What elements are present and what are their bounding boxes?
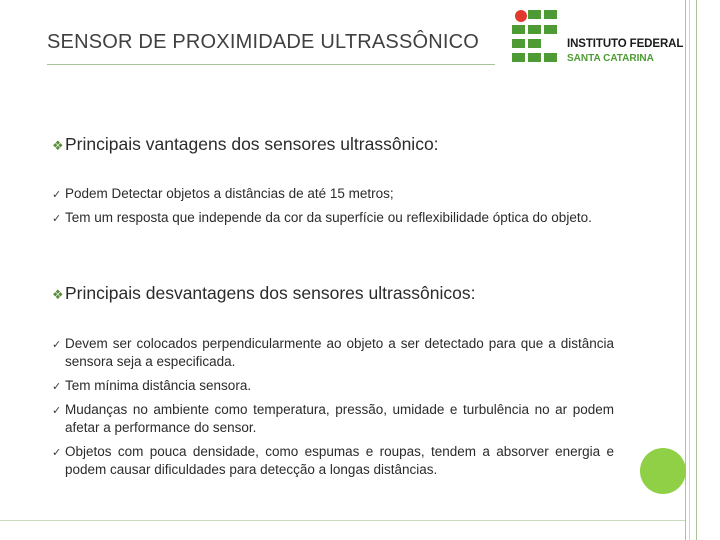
checkmark-bullet-icon: ✓ (52, 189, 62, 201)
logo-text-campus: SANTA CATARINA (567, 53, 654, 64)
diamond-bullet-icon: ❖ (52, 287, 64, 302)
list-item-text: Tem mínima distância sensora. (65, 378, 252, 393)
list-item-text: Devem ser colocados perpendicularmente ao objeto a ser detectado para que a distância sensora seja a especificada. (65, 336, 614, 369)
section-heading-text: Principais vantagens dos sensores ultrassônico: (65, 134, 439, 154)
slide-title: SENSOR DE PROXIMIDADE ULTRASSÔNICO (47, 31, 480, 53)
list-item-text: Objetos com pouca densidade, como espumas e roupas, tendem a absorver energia e podem causar dificuldades para detecção a longas distâncias. (65, 444, 614, 477)
right-decorative-line (689, 0, 690, 540)
list-item-text: Tem um resposta que independe da cor da superfície ou reflexibilidade óptica do objeto. (65, 210, 592, 225)
checkmark-bullet-icon: ✓ (52, 405, 62, 417)
green-circle-decoration (640, 448, 686, 494)
checkmark-bullet-icon: ✓ (52, 339, 62, 351)
checkmark-bullet-icon: ✓ (52, 213, 62, 225)
right-decorative-band (685, 0, 697, 540)
list-item-text: Mudanças no ambiente como temperatura, pressão, umidade e turbulência no ar podem afetar a performance do sensor. (65, 402, 614, 435)
logo-text-institute: INSTITUTO FEDERAL (567, 38, 684, 50)
checkmark-bullet-icon: ✓ (52, 447, 62, 459)
diamond-bullet-icon: ❖ (52, 138, 64, 153)
section-heading-text: Principais desvantagens dos sensores ultrassônicos: (65, 283, 476, 303)
list-item-text: Podem Detectar objetos a distâncias de até 15 metros; (65, 186, 394, 201)
title-divider (47, 64, 495, 65)
bottom-decorative-line (0, 520, 685, 521)
checkmark-bullet-icon: ✓ (52, 381, 62, 393)
